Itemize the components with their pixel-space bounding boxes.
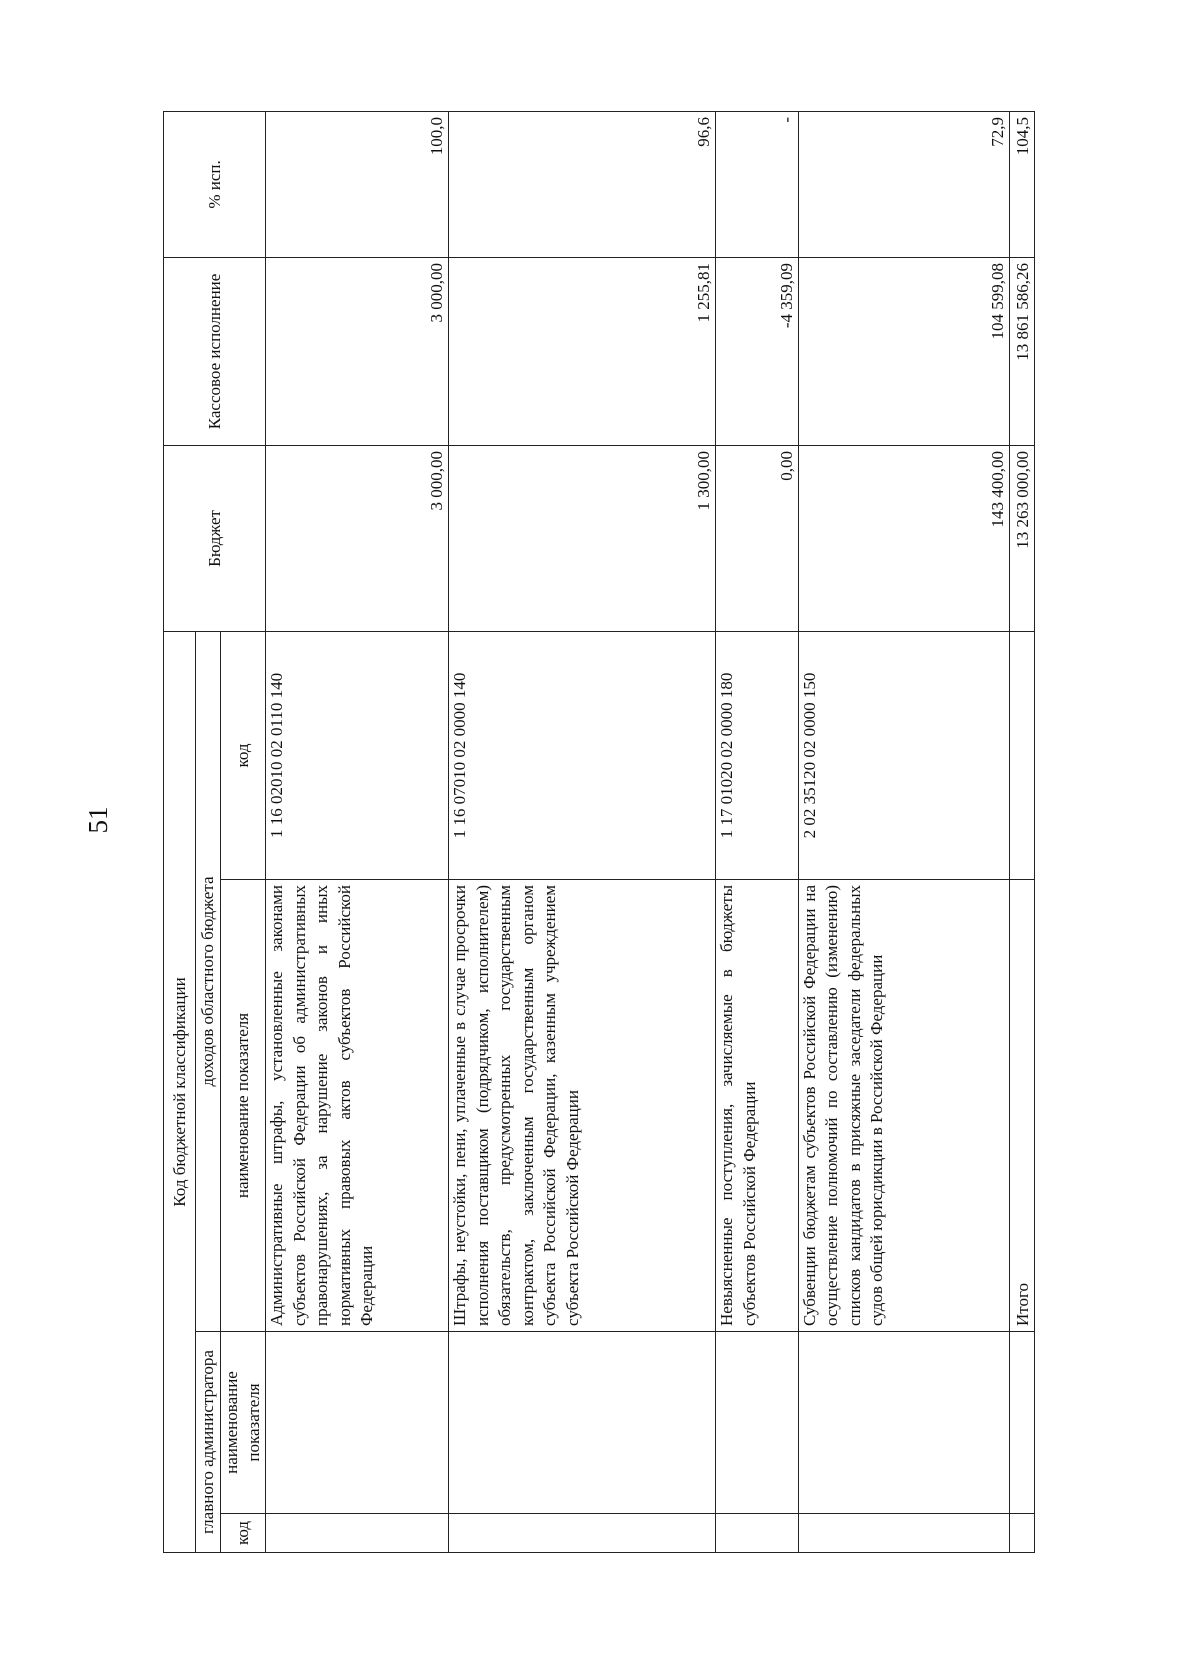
chief-admin-header: главного администратора: [196, 1332, 221, 1553]
admin-code-cell: [798, 1514, 1009, 1553]
regional-income-header: доходов областного бюджета: [196, 631, 221, 1331]
total-admin-code-cell: [1009, 1514, 1034, 1553]
table-row: [716, 111, 799, 1552]
budget-cell: 0,00: [716, 445, 799, 631]
admin-code-cell: [449, 1514, 716, 1553]
admin-name-cell: [798, 1332, 1009, 1514]
budget-header: Бюджет: [164, 445, 266, 631]
income-name-cell: Штрафы, неустойки, пени, уплаченные в случае просрочки исполнения поставщиком (подрядчиком, исполнителем) обязательств, предусмотренных государственным контрактом, заключенным государственным органом субъекта Российской Федерации, казенным учреждением субъекта Российской Федерации: [449, 880, 716, 1332]
admin-code-cell: [266, 1514, 449, 1553]
cash-cell: 1 255,81: [449, 257, 716, 445]
total-admin-name-cell: [1009, 1332, 1034, 1514]
total-label: Итого: [1009, 880, 1034, 1332]
income-code-header: код: [221, 631, 266, 879]
percent-cell: 96,6: [449, 111, 716, 257]
percent-cell: 100,0: [266, 111, 449, 257]
admin-code-header: код: [221, 1514, 266, 1553]
income-code-cell: 2 02 35120 02 0000 150: [798, 631, 1009, 879]
admin-name-cell: [716, 1332, 799, 1514]
income-code-cell: 1 16 02010 02 0110 140: [266, 631, 449, 879]
budget-cell: 1 300,00: [449, 445, 716, 631]
cash-execution-header: Кассовое исполнение: [164, 257, 266, 445]
income-code-cell: 1 17 01020 02 0000 180: [716, 631, 799, 879]
page-number: 51: [83, 806, 113, 834]
budget-cell: 143 400,00: [798, 445, 1009, 631]
cash-cell: -4 359,09: [716, 257, 799, 445]
income-name-header: наименование показателя: [221, 880, 266, 1332]
percent-header: % исп.: [164, 111, 266, 257]
admin-name-cell: [449, 1332, 716, 1514]
total-code-cell: [1009, 631, 1034, 879]
percent-cell: 72,9: [798, 111, 1009, 257]
budget-execution-table: [163, 111, 1035, 1553]
table-row: [798, 111, 1009, 1552]
table-row: [266, 111, 449, 1552]
total-cash: 13 861 586,26: [1009, 257, 1034, 445]
income-name-cell: Невыясненные поступления, зачисляемые в бюджеты субъектов Российской Федерации: [716, 880, 799, 1332]
income-name-cell: Субвенции бюджетам субъектов Российской Федерации на осуществление полномочий по составлению (изменению) списков кандидатов в присяжные заседатели федеральных судов общей юрисдикции в Российской Федерации: [798, 880, 1009, 1332]
total-percent: 104,5: [1009, 111, 1034, 257]
admin-code-cell: [716, 1514, 799, 1553]
income-code-cell: 1 16 07010 02 0000 140: [449, 631, 716, 879]
percent-cell: -: [716, 111, 799, 257]
admin-name-cell: [266, 1332, 449, 1514]
cash-cell: 3 000,00: [266, 257, 449, 445]
total-budget: 13 263 000,00: [1009, 445, 1034, 631]
cash-cell: 104 599,08: [798, 257, 1009, 445]
admin-name-header: наименование показателя: [221, 1332, 266, 1514]
budget-cell: 3 000,00: [266, 445, 449, 631]
total-row: [1009, 111, 1034, 1552]
classification-header: Код бюджетной классификации: [164, 631, 196, 1552]
income-name-cell: Административные штрафы, установленные законами субъектов Российской Федерации об административных правонарушениях, за нарушение законов и иных нормативных правовых актов субъектов Российской Федерации: [266, 880, 449, 1332]
table-row: [449, 111, 716, 1552]
